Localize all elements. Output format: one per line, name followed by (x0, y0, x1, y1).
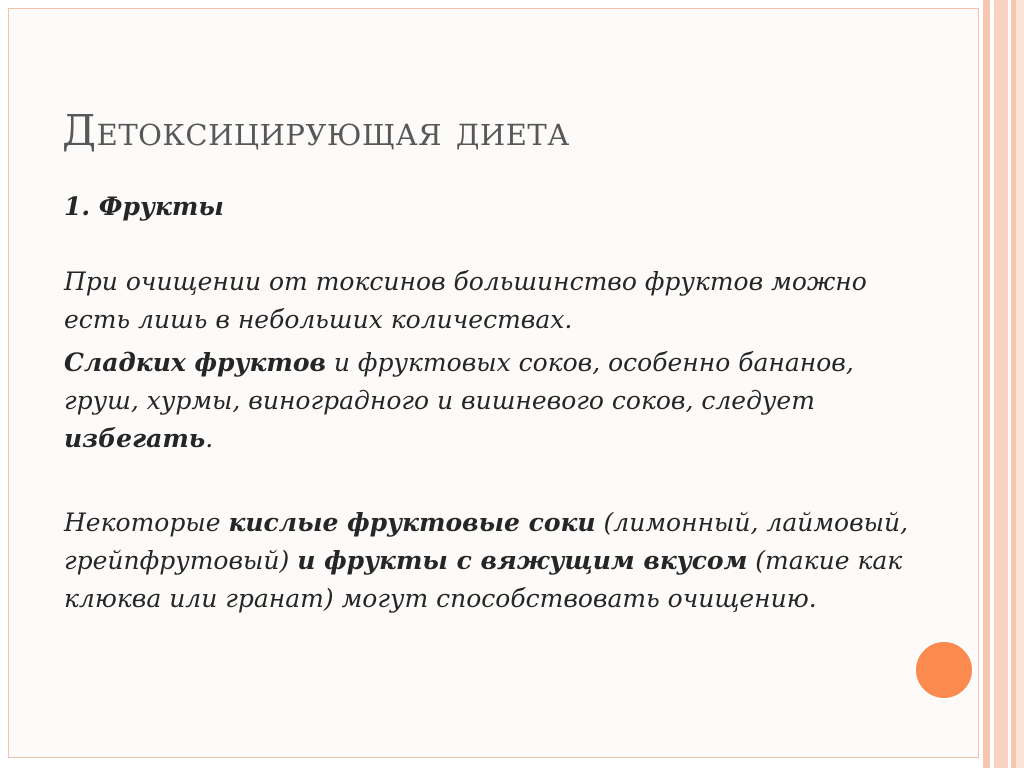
emphasis-astringent-fruits: и фрукты с вяжущим вкусом (297, 546, 748, 575)
decorative-band (1016, 0, 1024, 768)
emphasis-sour-juices: кислые фруктовые соки (228, 508, 596, 537)
decorative-band (983, 0, 990, 768)
slide-body (64, 188, 924, 618)
paragraph-1: При очищении от токсинов большинство фруктов можно есть лишь в небольших количествах. (64, 267, 867, 334)
paragraph-3-text-middle: (лимонный, лаймовый, грейпфрутовый) (64, 508, 909, 575)
section-heading: 1. Фрукты (64, 192, 224, 221)
paragraph-3-text-end: (такие как клюква или гранат) могут способствовать очищению. (64, 546, 903, 613)
emphasis-sweet-fruits: Сладких фруктов (64, 348, 326, 377)
paragraph-2-text: и фруктовых соков, особенно бананов, груш, хурмы, виноградного и вишневого соков, следует (64, 348, 854, 415)
paragraph-3 (64, 504, 924, 618)
decorative-band (994, 0, 1008, 768)
paragraph-3-text-start: Некоторые (64, 508, 229, 537)
decorative-circle (914, 640, 974, 700)
slide-title: Детоксицирующая диета (62, 106, 570, 155)
emphasis-avoid: избегать (64, 424, 206, 453)
paragraph-2 (64, 344, 924, 458)
paragraph-2-end: . (205, 424, 214, 453)
